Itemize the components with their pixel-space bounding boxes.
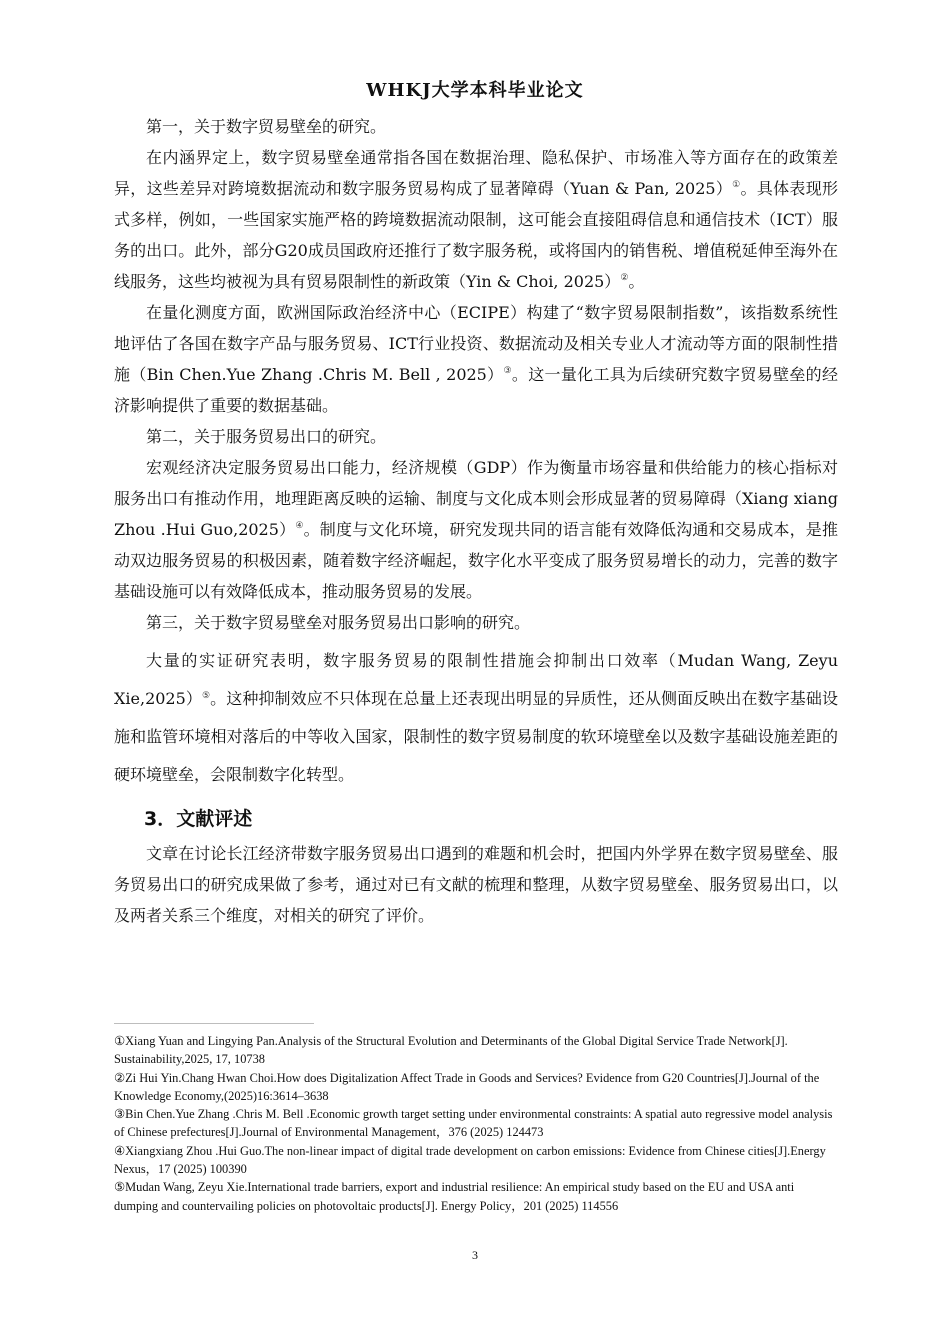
paragraph-text: 大量的实证研究表明，数字服务贸易的限制性措施会抑制出口效率（Mudan Wang, Zeyu Xie,2025） [114,651,838,708]
footnote-2: ②Zi Hui Yin.Chang Hwan Choi.How does Digitalization Affect Trade in Goods and Services? Evidence from G20 Countries[J].Journal of the Knowledge Economy,(2025)16:3614–3638 [114,1070,820,1103]
footnote-ref-1[interactable]: ① [732,180,741,190]
paragraph-definition [114,142,838,297]
paragraph-literature-review: 文章在讨论长江经济带数字服务贸易出口遇到的难题和机会时，把国内外学界在数字贸易壁垒、服务贸易出口的研究成果做了参考，通过对已有文献的梳理和整理，从数字贸易壁垒、服务贸易出口，以及两者关系三个维度，对相关的研究了评价。 [114,844,838,925]
footnote-ref-5[interactable]: ⑤ [201,691,211,701]
footnote-ref-2[interactable]: ② [620,273,629,283]
paragraph-research-three-heading: 第三，关于数字贸易壁垒对服务贸易出口影响的研究。 [146,613,531,632]
footnote-4: ④Xiangxiang Zhou .Hui Guo.The non-linear impact of digital trade development on carbon emissions: Evidence from Chinese cities[J].Energy Nexus，17 (2025) 100390 [114,1143,826,1177]
footnote-ref-4[interactable]: ④ [295,521,304,531]
paragraph-research-two-heading: 第二，关于服务贸易出口的研究。 [146,427,387,446]
page-number: 3 [472,1248,478,1262]
paragraph-service-export [114,452,855,607]
paragraph-empirical [114,642,838,794]
footnote-5: ⑤Mudan Wang, Zeyu Xie.International trade barriers, export and industrial resilience: An empirical study based on the EU and USA anti dumping and countervailing policies on photovoltaic products[J]. Energy Policy，201 (2025) 114556 [114,1180,795,1213]
footnote-1: ①Xiang Yuan and Lingying Pan.Analysis of the Structural Evolution and Determinants of the Global Digital Service Trade Network[J]. Sustainability,2025, 17, 10738 [114,1034,788,1067]
paragraph-text: 在内涵界定上，数字贸易壁垒通常指各国在数据治理、隐私保护、市场准入等方面存在的政策差异，这些差异对跨境数据流动和数字服务贸易构成了显著障碍（Yuan & Pan, 2025） [114,148,838,198]
footnote-separator [114,1023,314,1024]
footnote-3: ③Bin Chen.Yue Zhang .Chris M. Bell .Economic growth target setting under environmental constraints: A spatial auto regressive model analysis of Chinese prefectures[J].Journal of Environmental Management，376 (2025) 124473 [114,1107,833,1140]
page-header: WHKJ大学本科毕业论文 [366,80,584,101]
paragraph-research-one-heading: 第一，关于数字贸易壁垒的研究。 [146,117,387,136]
paragraph-text: 。制度与文化环境，研究发现共同的语言能有效降低沟通和交易成本，是推动双边服务贸易的积极因素，随着数字经济崛起，数字化水平变成了服务贸易增长的动力，完善的数字基础设施可以有效降低成本，推动服务贸易的发展。 [114,520,838,601]
paragraph-text: 。这一量化工具为后续研究数字贸易壁垒的经济影响提供了重要的数据基础。 [114,365,838,415]
paragraph-text: 在量化测度方面，欧洲国际政治经济中心（ECIPE）构建了“数字贸易限制指数”，该指数系统性地评估了各国在数字产品与服务贸易、ICT行业投资、数据流动及相关专业人才流动等方面的限制性措施（Bin Chen.Yue Zhang .Chris M. Bell , 2025） [114,303,838,384]
main-content [114,111,855,931]
footnote-ref-3[interactable]: ③ [503,366,512,376]
paragraph-text: 宏观经济决定服务贸易出口能力，经济规模（GDP）作为衡量市场容量和供给能力的核心指标对服务出口有推动作用，地理距离反映的运输、制度与文化成本则会形成显著的贸易障碍（Xiang xiang Zhou .Hui Guo,2025） [114,458,855,539]
paragraph-measurement [114,297,838,421]
section-heading-literature-review: 3．文献评述 [144,808,253,830]
paragraph-text: 。 [628,272,645,291]
paragraph-text: 。具体表现形式多样，例如，一些国家实施严格的跨境数据流动限制，这可能会直接阻碍信息和通信技术（ICT）服务的出口。此外，部分G20成员国政府还推行了数字服务税，或将国内的销售税、增值税延伸至海外在线服务，这些均被视为具有贸易限制性的新政策（Yin & Choi, 2025） [114,179,838,291]
paragraph-text: 。这种抑制效应不只体现在总量上还表现出明显的异质性，还从侧面反映出在数字基础设施和监管环境相对落后的中等收入国家，限制性的数字贸易制度的软环境壁垒以及数字基础设施差距的硬环境壁垒，会限制数字化转型。 [114,689,838,784]
footnotes [114,1032,838,1215]
